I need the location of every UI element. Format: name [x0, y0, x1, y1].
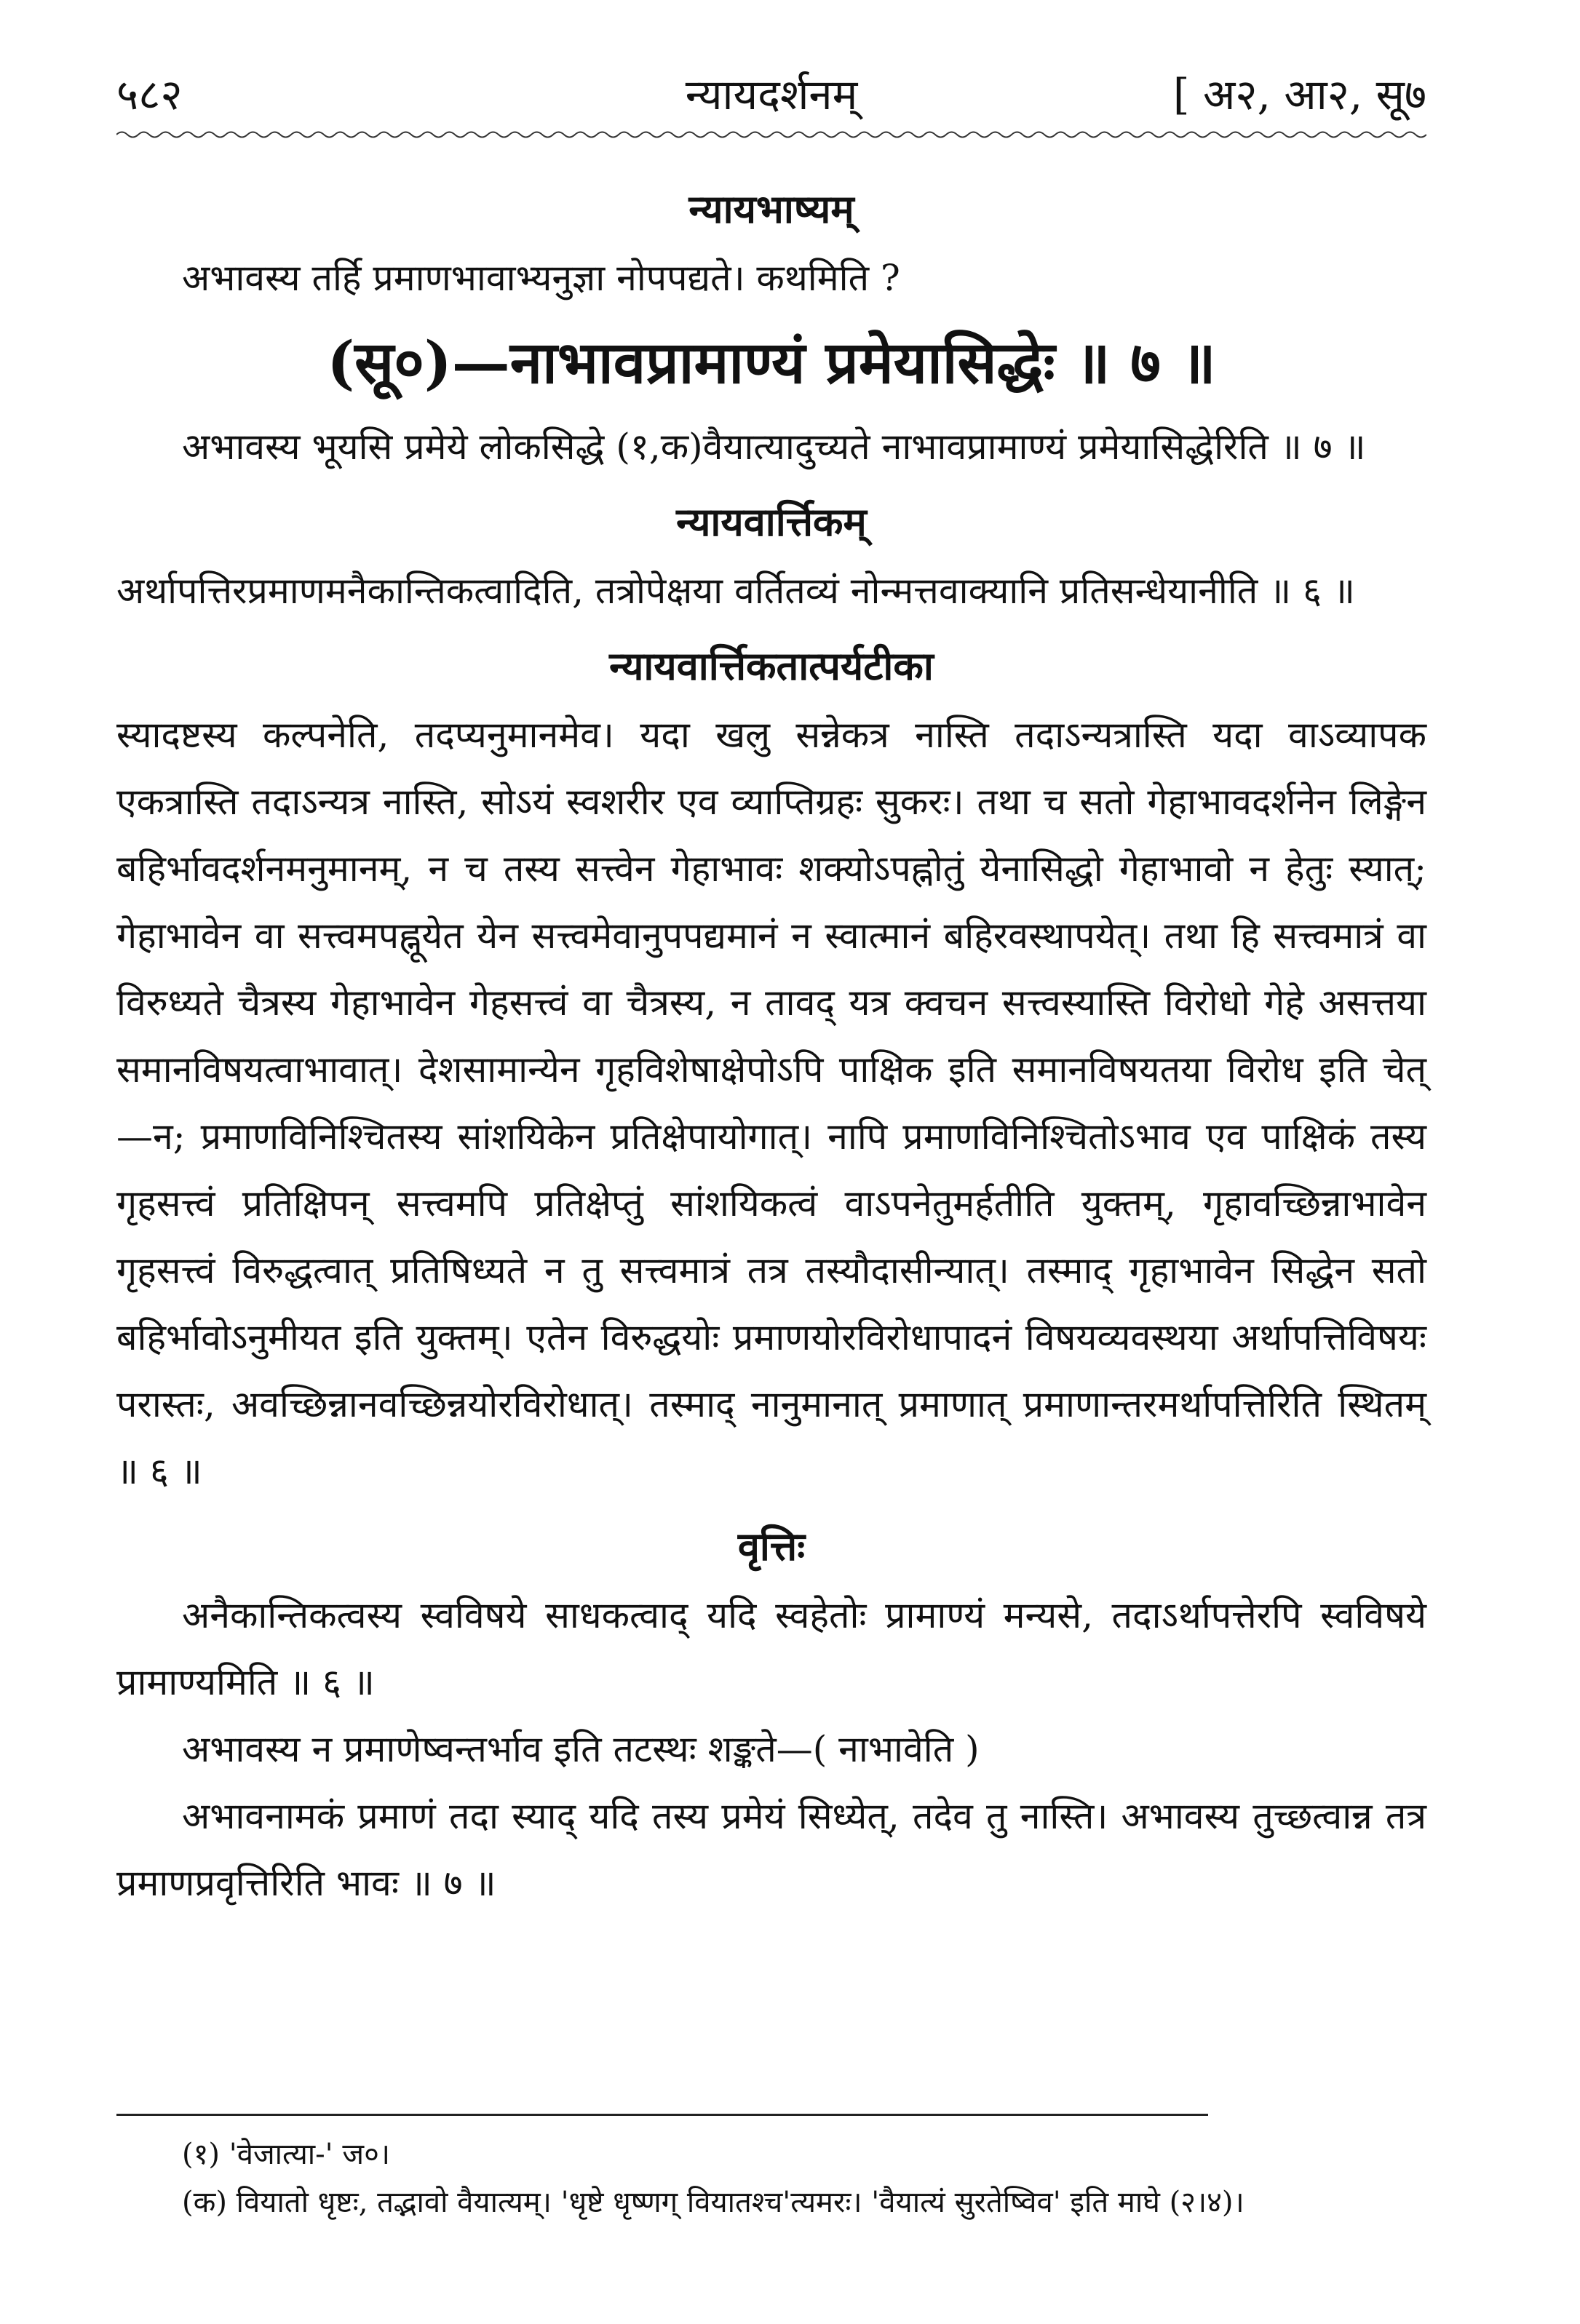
- sutra-text: (सू०)—नाभावप्रामाण्यं प्रमेयासिद्धेः ॥ ७ ॥: [327, 328, 1216, 397]
- varttika-text: अर्थापत्तिरप्रमाणमनैकान्तिकत्वादिति, तत्रोपेक्षया वर्तितव्यं नोन्मत्तवाक्यानि प्रतिसन्धेयानीति ॥ ६ ॥: [116, 570, 1355, 612]
- footnotes: [116, 2130, 1426, 2226]
- vritti-heading: वृत्तिः: [737, 1523, 806, 1569]
- running-title: न्यायदर्शनम्: [685, 70, 858, 119]
- footnote-1: (१) 'वेजात्या-' ज०।: [182, 2138, 391, 2171]
- tika-heading: न्यायवार्त्तिकतात्पर्यटीका: [609, 642, 934, 689]
- wavy-header-rule: [116, 130, 1426, 140]
- bhashya-text: अभावस्य भूयसि प्रमेये लोकसिद्धे (१,क)वैयात्यादुच्यते नाभावप्रामाण्यं प्रमेयासिद्धेरिति ॥ ७ ॥: [182, 426, 1366, 468]
- vritti-text-1: अनैकान्तिकत्वस्य स्वविषये साधकत्वाद् यदि स्वहेतोः प्रामाण्यं मन्यसे, तदाऽर्थापत्तेरपि स्वविषये प्रामाण्यमिति ॥ ६ ॥: [116, 1594, 1426, 1703]
- bhashya-intro: अभावस्य तर्हि प्रमाणभावाभ्यनुज्ञा नोपपद्यते। कथमिति ?: [182, 257, 900, 299]
- page-number: ५८२: [116, 70, 183, 119]
- section-reference: [ अ२, आ२, सू७: [1172, 70, 1426, 119]
- bhashya-heading: न्यायभाष्यम्: [688, 186, 854, 232]
- footnote-ka: (क) वियातो धृष्टः, तद्भावो वैयात्यम्। 'धृष्टे धृष्णग् वियातश्च'त्यमरः। 'वैयात्यं सुरतेष्विव' इति माघे (२।४)।: [182, 2186, 1244, 2219]
- tika-text: स्यादष्टस्य कल्पनेति, तदप्यनुमानमेव। यदा खलु सन्नेकत्र नास्ति तदाऽन्यत्रास्ति यदा वाऽव्यापक एकत्रास्ति तदाऽन्यत्र नास्ति, सोऽयं स्वशरीर एव व्याप्तिग्रहः सुकरः। तथा च सतो गेहाभावदर्शनेन लिङ्गेन बहिर्भावदर्शनमनुमानम्, न च तस्य सत्त्वेन गेहाभावः शक्योऽपह्नोतुं येनासिद्धो गेहाभावो न हेतुः स्यात्; गेहाभावेन वा सत्त्वमपह्नूयेत येन सत्त्वमेवानुपपद्यमानं न स्वात्मानं बहिरवस्थापयेत्। तथा हि सत्त्वमात्रं वा विरुध्यते चैत्रस्य गेहाभावेन गेहसत्त्वं वा चैत्रस्य, न तावद् यत्र क्वचन सत्त्वस्यास्ति विरोधो गेहे असत्तया समानविषयत्वाभावात्। देशसामान्येन गृहविशेषाक्षेपोऽपि पाक्षिक इति समानविषयतया विरोध इति चेत्—न; प्रमाणविनिश्चितस्य सांशयिकेन प्रतिक्षेपायोगात्। नापि प्रमाणविनिश्चितोऽभाव एव पाक्षिकं तस्य गृहसत्त्वं प्रतिक्षिपन् सत्त्वमपि प्रतिक्षेप्तुं सांशयिकत्वं वाऽपनेतुमर्हतीति युक्तम्, गृहावच्छिन्नाभावेन गृहसत्त्वं विरुद्धत्वात् प्रतिषिध्यते न तु सत्त्वमात्रं तत्र तस्यौदासीन्यात्। तस्माद् गृहाभावेन सिद्धेन सतो बहिर्भावोऽनुमीयत इति युक्तम्। एतेन विरुद्धयोः प्रमाणयोरविरोधापादनं विषयव्यवस्थया अर्थापत्तिविषयः परास्तः, अवच्छिन्नानवच्छिन्नयोरविरोधात्। तस्माद् नानुमानात् प्रमाणात् प्रमाणान्तरमर्थापत्तिरिति स्थितम् ॥ ६ ॥: [116, 714, 1426, 1492]
- main-content: [116, 167, 1426, 1917]
- varttika-heading: न्यायवार्त्तिकम्: [676, 498, 867, 545]
- vritti-text-2: अभावस्य न प्रमाणेष्वन्तर्भाव इति तटस्थः शङ्कते—( नाभावेति ): [182, 1728, 980, 1770]
- footnote-divider: [116, 2114, 1208, 2116]
- page-header: [116, 64, 1426, 122]
- vritti-text-3: अभावनामकं प्रमाणं तदा स्याद् यदि तस्य प्रमेयं सिध्येत्, तदेव तु नास्ति। अभावस्य तुच्छत्वान्न तत्र प्रमाणप्रवृत्तिरिति भावः ॥ ७ ॥: [116, 1795, 1426, 1904]
